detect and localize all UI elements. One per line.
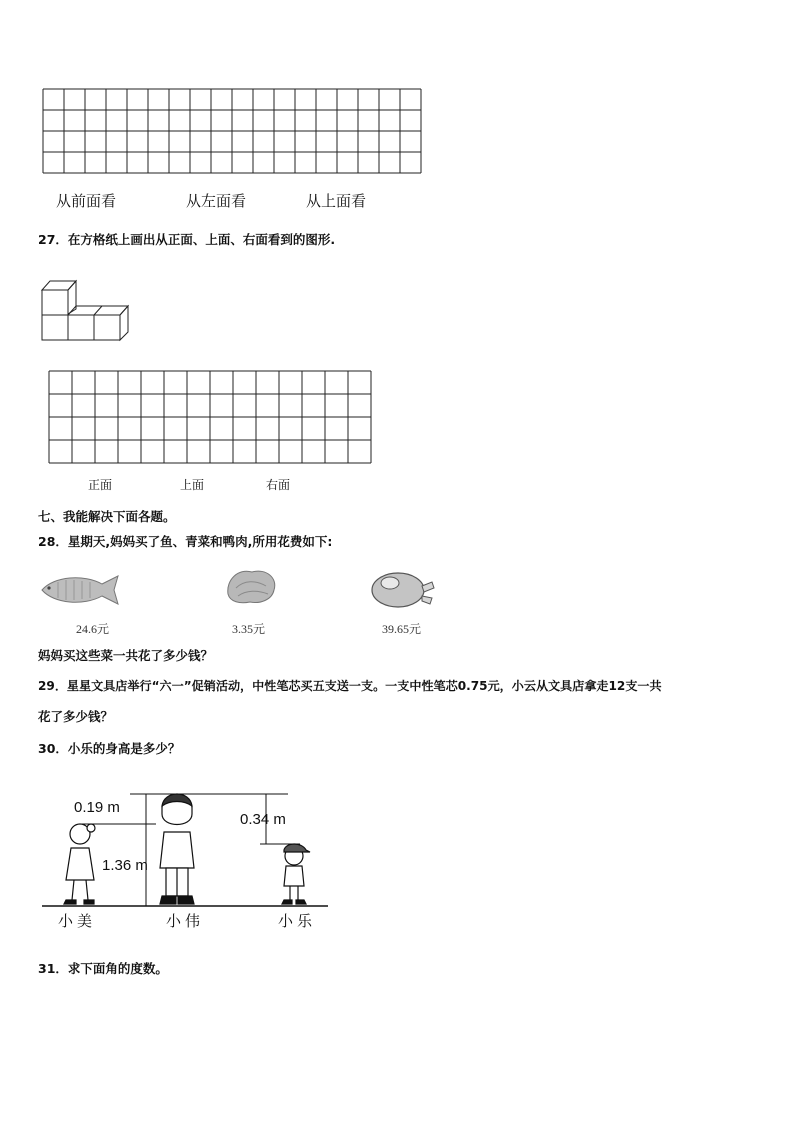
question-29-line2: 花了多少钱？ (38, 709, 114, 724)
name-xiaole: 小乐 (278, 912, 317, 930)
question-28-ask: 妈妈买这些菜一共花了多少钱？ (38, 648, 214, 663)
duck-price: 39.65元 (382, 622, 422, 636)
grid-paper-2 (48, 370, 376, 466)
grid2-label-right: 右面 (266, 478, 291, 492)
fish-icon (38, 570, 122, 610)
question-28: 28．星期天,妈妈买了鱼、青菜和鸭肉,所用花费如下: (38, 534, 333, 549)
boy-tall-figure (160, 794, 194, 904)
cabbage-price: 3.35元 (232, 622, 266, 636)
grid2-label-front: 正面 (88, 478, 113, 492)
question-31: 31．求下面角的度数。 (38, 961, 168, 976)
girl-figure (64, 824, 95, 904)
question-29-line1: 29．星星文具店举行“六一”促销活动，中性笔芯买五支送一支。一支中性笔芯0.75元，小云从文具店拿走12支一共 (38, 679, 662, 693)
question-27: 27．在方格纸上画出从正面、上面、右面看到的图形. (38, 232, 336, 247)
grid1-label-top: 从上面看 (306, 192, 367, 210)
grid-paper-1 (42, 88, 422, 178)
name-xiaowei: 小伟 (166, 912, 205, 930)
name-xiaomei: 小美 (58, 912, 97, 930)
section-7-heading: 七、我能解决下面各题。 (38, 509, 176, 524)
label-diff-right: 0.34 m (240, 811, 286, 828)
label-height-mei: 1.36 m (102, 857, 148, 874)
cube-stack-figure (38, 276, 134, 346)
grid1-label-left: 从左面看 (186, 192, 247, 210)
question-30: 30．小乐的身高是多少？ (38, 741, 181, 756)
boy-small-figure (282, 844, 310, 904)
cabbage-icon (222, 564, 282, 608)
label-diff-top: 0.19 m (74, 799, 120, 816)
grid2-label-top: 上面 (180, 478, 205, 492)
duck-icon (366, 566, 438, 612)
fish-price: 24.6元 (76, 622, 110, 636)
grid1-label-front: 从前面看 (56, 192, 117, 210)
